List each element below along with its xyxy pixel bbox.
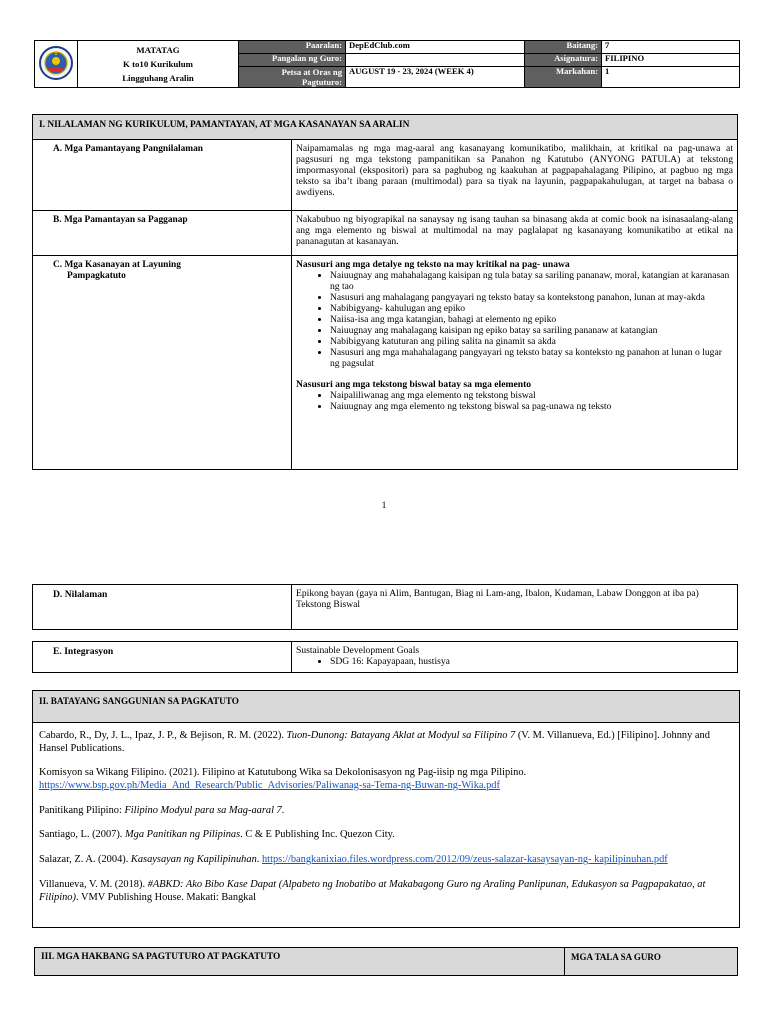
section-one-table	[32, 114, 738, 470]
reference-text: Cabardo, R., Dy, J. L., Ipaz, J. P., & Bejison, R. M. (2022).	[39, 730, 287, 741]
kasanayan-label-line2: Pampagkatuto	[67, 270, 126, 281]
petsa-label: Petsa at Oras ng Pagtuturo:	[239, 67, 346, 88]
reference-5	[33, 854, 739, 867]
petsa-value: AUGUST 19 - 23, 2024 (WEEK 4)	[346, 67, 525, 88]
reference-text: Santiago, L. (2007).	[39, 829, 125, 841]
reference-text: Panitikang Pilipino:	[39, 804, 125, 816]
kasanayan-heading-2: Nasusuri ang mga tekstong biswal batay sa mga elemento	[296, 379, 532, 391]
paaralan-value: DepEdClub.com	[346, 41, 525, 54]
integrasyon-content	[292, 642, 738, 673]
reference-text: .	[281, 804, 285, 816]
section-three-table	[34, 947, 738, 976]
reference-title: Kasaysayan ng Kapilipinuhan	[130, 854, 257, 866]
reference-link[interactable]: https://bangkanixiao.files.wordpress.com/2012/09/zeus-salazar-kasaysayan-ng- kapilipinuhan.pdf	[261, 854, 668, 866]
reference-text: Komisyon sa Wikang Filipino. (2021). Filipino at Katutubong Wika sa Dekolonisasyon ng Pag-iisip ng mga Pilipino.	[39, 767, 527, 779]
reference-title: #ABKD: Ako Bibo Kase Dapat (Alpabeto ng Inobatibo at Makabagong Guro ng Araling Panlipunan, Edukasyon sa Pagpapakatao, at Filipino)	[39, 878, 706, 903]
list-item: • Naiuugnay ang mga elemento ng tekstong biswal sa pag-unawa ng teksto	[330, 401, 733, 412]
guro-value	[346, 54, 525, 67]
reference-text: . VMV Publishing House. Makati: Bangkal	[75, 891, 256, 903]
pamantayan-pagganap-label: B. Mga Pamantayan sa Pagganap	[33, 211, 292, 256]
reference-text: .	[256, 854, 262, 866]
deped-seal-logo	[35, 41, 78, 88]
kasanayan-list-1	[296, 270, 733, 369]
integrasyon-label: E. Integrasyon	[33, 642, 292, 673]
list-item: • Naipaliliwanag ang mga elemento ng tekstong biswal	[330, 390, 733, 401]
baitang-value: 7	[602, 41, 740, 54]
pamantayang-pangnilalaman-text: Naipamamalas ng mga mag-aaral ang kasanayang komunikatibo, malikhain, at kritikal na pag-unawa at pagsusuri ng mga tekstong pampanitikan sa Panahon ng Katutubo (ANYONG PATULA) at tekstong impormasyonal (ekspositori) para sa paghubog ng kaakuhan at pagpapahalagang Pilipino, at pagbuo ng mga teksto sa iba’t ibang paraan (multimodal) para sa tiyak na layunin, pagpapakahulugan, at target na babasa o awdiyens.	[292, 140, 738, 211]
tala-sa-guro-header: MGA TALA SA GURO	[565, 948, 738, 976]
section-e-table	[32, 641, 738, 673]
curriculum-name: MATATAG	[136, 45, 180, 55]
reference-4	[33, 829, 739, 842]
lesson-header-table	[34, 40, 740, 88]
list-item: • Naiuugnay ang mahahalagang kaisipan ng tula batay sa sariling pananaw, moral, katangian at karanasan ng tao	[330, 270, 733, 292]
reference-link[interactable]: https://www.bsp.gov.ph/Media_And_Research/Public_Advisories/Paliwanag-sa-Tema-ng-Buwan-ng-Wika.pdf	[39, 780, 500, 792]
school-title-block	[78, 41, 239, 88]
nilalaman-text-1: Epikong bayan (gaya ni Alim, Bantugan, Biag ni Lam-ang, Ibalon, Kudaman, Labaw Donggon at iba pa)	[296, 588, 699, 599]
section-one-title: I. NILALAMAN NG KURIKULUM, PAMANTAYAN, AT MGA KASANAYAN SA ARALIN	[33, 115, 738, 140]
markahan-label: Markahan:	[525, 67, 602, 88]
section-three-title: III. MGA HAKBANG SA PAGTUTURO AT PAGKATUTO	[35, 948, 565, 976]
nilalaman-content	[292, 585, 738, 630]
nilalaman-text-2: Tekstong Biswal	[296, 599, 361, 611]
reference-6	[33, 879, 739, 904]
baitang-label: Baitang:	[525, 41, 602, 54]
list-item: • Nasusuri ang mahalagang pangyayari ng teksto batay sa kontekstong panahon, lunan at may-akda	[330, 292, 733, 303]
kasanayan-heading-1: Nasusuri ang mga detalye ng teksto na may kritikal na pag- unawa	[296, 259, 570, 270]
page-number: 1	[381, 500, 387, 511]
kasanayan-label	[33, 256, 292, 470]
list-item: • SDG 16: Kapayapaan, hustisya	[330, 656, 733, 667]
pamantayang-pangnilalaman-label: A. Mga Pamantayang Pangnilalaman	[33, 140, 292, 211]
lesson-type: Lingguhang Aralin	[122, 73, 194, 83]
section-two-title: II. BATAYANG SANGGUNIAN SA PAGKATUTO	[33, 691, 739, 723]
list-item: • Nasusuri ang mga mahahalagang pangyayari ng teksto batay sa konteksto ng panahon at lunan o lugar ng pagsulat	[330, 347, 733, 369]
reference-title: Filipino Modyul para sa Mag-aaral 7	[124, 804, 282, 816]
reference-1	[33, 730, 739, 755]
guro-label: Pangalan ng Guro:	[239, 54, 346, 67]
kasanayan-label-line1: C. Mga Kasanayan at Layuning	[53, 260, 181, 270]
integrasyon-text: Sustainable Development Goals	[296, 645, 420, 656]
asignatura-label: Asignatura:	[525, 54, 602, 67]
nilalaman-label: D. Nilalaman	[33, 585, 292, 630]
reference-text: . C & E Publishing Inc. Quezon City.	[240, 829, 395, 841]
integrasyon-list	[296, 656, 733, 667]
markahan-value: 1	[602, 67, 740, 88]
reference-text: Salazar, Z. A. (2004).	[39, 854, 131, 866]
list-item: • Naiisa-isa ang mga katangian, bahagi at elemento ng epiko	[330, 314, 733, 325]
pamantayan-pagganap-text: Nakabubuo ng biyograpikal na sanaysay ng isang tauhan sa binasang akda at comic book na isinasaalang-alang ang mga elemento ng biswal at multimodal na may paglalapat ng kasanayang komunikatibo at etikal na pananagutan at kasanayan.	[292, 211, 738, 256]
curriculum-subtitle: K to10 Kurikulum	[123, 59, 193, 69]
paaralan-label: Paaralan:	[239, 41, 346, 54]
reference-title: Tuon-Dunong: Batayang Aklat at Modyul sa Filipino 7	[286, 730, 516, 741]
section-two-box	[32, 690, 740, 928]
reference-3	[33, 805, 739, 818]
list-item: • Naiuugnay ang mahalagang kaisipan ng epiko batay sa sariling pananaw at katangian	[330, 325, 733, 336]
reference-2	[33, 767, 739, 792]
kasanayan-list-2	[296, 390, 733, 412]
reference-text: Villanueva, V. M. (2018).	[39, 878, 148, 890]
asignatura-value: FILIPINO	[602, 54, 740, 67]
kasanayan-content	[292, 256, 738, 470]
reference-title: Mga Panitikan ng Pilipinas	[125, 829, 241, 841]
section-d-table	[32, 584, 738, 630]
reference-text: (V. M. Villanueva, Ed.) [Filipino]. Johnny and Hansel Publications.	[39, 730, 710, 754]
list-item: • Nabibigyang- kahulugan ang epiko	[330, 303, 733, 314]
list-item: • Nabibigyang katuturan ang piling salita na ginamit sa akda	[330, 336, 733, 347]
deped-seal-icon	[39, 46, 73, 80]
